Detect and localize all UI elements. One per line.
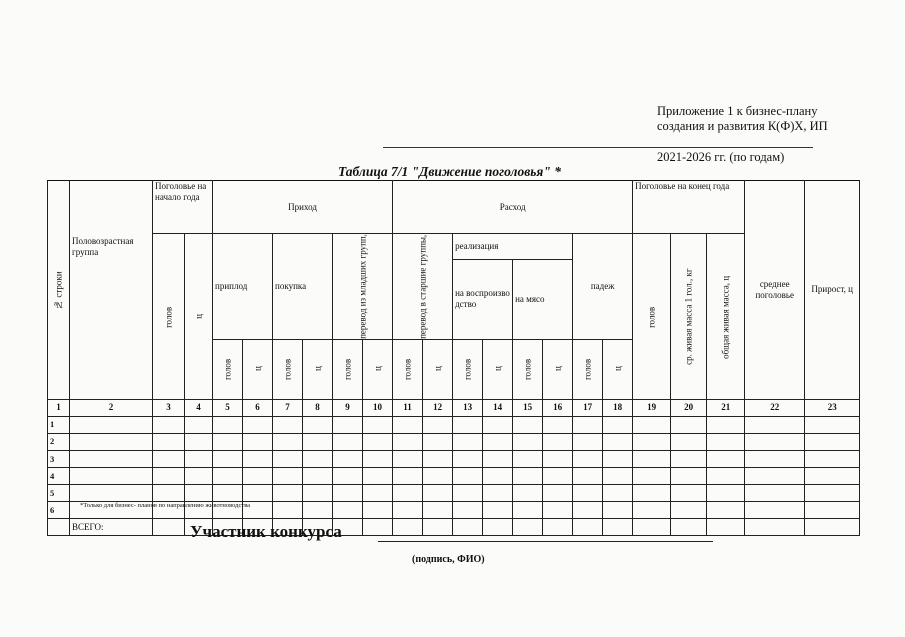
- column-number: 12: [423, 399, 453, 416]
- header-for-meat: на мясо: [513, 260, 573, 340]
- table-cell: [453, 485, 483, 502]
- table-cell: [70, 433, 153, 450]
- header-death-head: голов: [573, 339, 603, 399]
- table-cell: [671, 433, 707, 450]
- column-number: 8: [303, 399, 333, 416]
- header-death: падеж: [573, 234, 633, 340]
- header-purchase: покупка: [273, 234, 333, 340]
- table-cell: [363, 468, 393, 485]
- appendix-line-1: Приложение 1 к бизнес-плану: [657, 104, 818, 118]
- column-number: 18: [603, 399, 633, 416]
- table-cell: [243, 433, 273, 450]
- column-number: 20: [671, 399, 707, 416]
- row-number: 1: [48, 416, 70, 433]
- column-number: 19: [633, 399, 671, 416]
- header-average-weight: ср. живая масса 1 гол., кг: [671, 234, 707, 400]
- column-number: 13: [453, 399, 483, 416]
- table-row: [48, 451, 860, 468]
- appendix-note: [657, 104, 828, 134]
- table-cell: [633, 519, 671, 536]
- table-cell: [633, 485, 671, 502]
- table-cell: [513, 468, 543, 485]
- table-cell: [543, 416, 573, 433]
- table-cell: [805, 519, 860, 536]
- table-cell: [423, 502, 453, 519]
- header-death-centner: ц: [603, 339, 633, 399]
- header-reproduction-centner: ц: [483, 339, 513, 399]
- column-number: 16: [543, 399, 573, 416]
- table-cell: [707, 451, 745, 468]
- header-end-head-count: голов: [633, 234, 671, 400]
- period-label: 2021-2026 гг. (по годам): [657, 150, 785, 164]
- header-transfer-in-head: голов: [333, 339, 363, 399]
- table-cell: [273, 468, 303, 485]
- header-meat-centner: ц: [543, 339, 573, 399]
- header-offspring-centner: ц: [243, 339, 273, 399]
- table-cell: [707, 433, 745, 450]
- table-cell: [423, 451, 453, 468]
- table-cell: [185, 485, 213, 502]
- table-cell: [707, 485, 745, 502]
- header-reproduction-head: голов: [453, 339, 483, 399]
- column-number: 10: [363, 399, 393, 416]
- table-cell: [573, 468, 603, 485]
- table-cell: [513, 519, 543, 536]
- table-cell: [603, 451, 633, 468]
- row-number: 2: [48, 433, 70, 450]
- table-cell: [707, 468, 745, 485]
- table-cell: [423, 433, 453, 450]
- header-for-reproduction: на воспроизво дство: [453, 260, 513, 340]
- table-cell: [70, 416, 153, 433]
- column-number: 11: [393, 399, 423, 416]
- table-cell: [243, 468, 273, 485]
- table-cell: [363, 519, 393, 536]
- table-cell: [363, 451, 393, 468]
- table-cell: [363, 502, 393, 519]
- table-cell: [745, 416, 805, 433]
- table-cell: [671, 468, 707, 485]
- table-cell: [213, 468, 243, 485]
- header-transfer-from-younger: перевод из младших групп,: [333, 234, 393, 340]
- table-cell: [453, 433, 483, 450]
- table-cell: [213, 433, 243, 450]
- table-cell: [453, 519, 483, 536]
- header-income: Приход: [213, 181, 393, 234]
- appendix-underline: [383, 147, 813, 148]
- table-row: [48, 416, 860, 433]
- table-cell: [707, 502, 745, 519]
- column-number: 1: [48, 399, 70, 416]
- table-cell: [805, 468, 860, 485]
- table-row: [48, 433, 860, 450]
- signature-line: [378, 541, 713, 542]
- table-cell: [393, 502, 423, 519]
- header-start-head: Поголовье на начало года: [153, 181, 213, 234]
- table-cell: [70, 468, 153, 485]
- table-cell: [185, 451, 213, 468]
- table-cell: [213, 416, 243, 433]
- table-cell: [513, 485, 543, 502]
- table-cell: [805, 451, 860, 468]
- table-cell: [393, 519, 423, 536]
- table-cell: [363, 485, 393, 502]
- table-cell: [483, 433, 513, 450]
- table-cell: [243, 485, 273, 502]
- table-cell: [543, 519, 573, 536]
- header-offspring: приплод: [213, 234, 273, 340]
- table-cell: [273, 433, 303, 450]
- column-number: 6: [243, 399, 273, 416]
- table-cell: [603, 502, 633, 519]
- column-number: 15: [513, 399, 543, 416]
- row-number: 3: [48, 451, 70, 468]
- header-age-group: Половозрастная группа: [70, 181, 153, 400]
- table-cell: [453, 451, 483, 468]
- header-transfer-out-head: голов: [393, 339, 423, 399]
- table-cell: [303, 451, 333, 468]
- table-cell: [671, 485, 707, 502]
- total-row: [48, 519, 860, 536]
- header-transfer-in-centner: ц: [363, 339, 393, 399]
- table-cell: [185, 433, 213, 450]
- column-number: 21: [707, 399, 745, 416]
- table-cell: [243, 416, 273, 433]
- table-cell: [393, 416, 423, 433]
- table-cell: [573, 502, 603, 519]
- header-purchase-head: голов: [273, 339, 303, 399]
- table-cell: [153, 485, 185, 502]
- table-cell: [153, 416, 185, 433]
- table-cell: [483, 485, 513, 502]
- table-cell: [393, 451, 423, 468]
- header-offspring-head: голов: [213, 339, 243, 399]
- table-cell: [333, 502, 363, 519]
- header-sale: реализация: [453, 234, 573, 260]
- table-cell: [805, 485, 860, 502]
- table-cell: [303, 502, 333, 519]
- table-cell: [423, 519, 453, 536]
- footnote: *Только для бизнес- планов по направлению животноводства: [80, 502, 251, 509]
- table-cell: [543, 468, 573, 485]
- table-row: [48, 468, 860, 485]
- table-cell: [185, 416, 213, 433]
- table-cell: [543, 485, 573, 502]
- table-cell: [333, 451, 363, 468]
- header-growth: Прирост, ц: [805, 181, 860, 400]
- table-cell: [153, 468, 185, 485]
- table-cell: [423, 468, 453, 485]
- column-number: 2: [70, 399, 153, 416]
- column-number: 22: [745, 399, 805, 416]
- table-cell: [745, 519, 805, 536]
- table-cell: [273, 416, 303, 433]
- column-number: 7: [273, 399, 303, 416]
- table-cell: [573, 416, 603, 433]
- header-meat-head: голов: [513, 339, 543, 399]
- table-cell: [483, 416, 513, 433]
- row-number: 6: [48, 502, 70, 519]
- header-start-head-count: голов: [153, 234, 185, 400]
- table-cell: [483, 519, 513, 536]
- table-cell: [243, 451, 273, 468]
- table-cell: [543, 502, 573, 519]
- header-total-weight: общая живая масса, ц: [707, 234, 745, 400]
- table-cell: [153, 519, 185, 536]
- table-cell: [633, 502, 671, 519]
- table-cell: [671, 519, 707, 536]
- table-cell: [573, 433, 603, 450]
- table-cell: [603, 519, 633, 536]
- table-cell: [573, 519, 603, 536]
- column-number: 23: [805, 399, 860, 416]
- table-cell: [513, 502, 543, 519]
- column-number: 3: [153, 399, 185, 416]
- appendix-line-2: создания и развития К(Ф)Х, ИП: [657, 119, 828, 133]
- header-transfer-to-older: перевод в старшие группы,: [393, 234, 453, 340]
- table-cell: [185, 468, 213, 485]
- table-cell: [333, 468, 363, 485]
- table-cell: [273, 485, 303, 502]
- table-cell: [153, 451, 185, 468]
- table-cell: [573, 451, 603, 468]
- table-cell: [453, 468, 483, 485]
- table-cell: [333, 485, 363, 502]
- table-cell: [483, 468, 513, 485]
- table-cell: [671, 416, 707, 433]
- table-cell: [303, 416, 333, 433]
- table-cell: [805, 433, 860, 450]
- table-cell: [671, 502, 707, 519]
- table-cell: [745, 502, 805, 519]
- table-cell: [333, 433, 363, 450]
- table-cell: [633, 468, 671, 485]
- table-cell: [745, 433, 805, 450]
- table-cell: [273, 502, 303, 519]
- table-cell: [303, 468, 333, 485]
- table-cell: [483, 502, 513, 519]
- table-cell: [333, 416, 363, 433]
- table-cell: [393, 485, 423, 502]
- column-number: 17: [573, 399, 603, 416]
- table-cell: [513, 433, 543, 450]
- header-start-centner: ц: [185, 234, 213, 400]
- table-cell: [805, 502, 860, 519]
- table-cell: [573, 485, 603, 502]
- signature-caption: (подпись, ФИО): [412, 554, 485, 565]
- table-cell: [483, 451, 513, 468]
- table-cell: [363, 433, 393, 450]
- table-cell: [633, 416, 671, 433]
- column-number: 14: [483, 399, 513, 416]
- table-cell: [745, 451, 805, 468]
- column-number: 4: [185, 399, 213, 416]
- signature-label: Участник конкурса: [190, 522, 342, 541]
- table-cell: [48, 519, 70, 536]
- table-cell: [513, 416, 543, 433]
- total-label: ВСЕГО:: [70, 519, 153, 536]
- table-cell: [745, 485, 805, 502]
- table-cell: [273, 451, 303, 468]
- table-cell: [671, 451, 707, 468]
- table-cell: [213, 485, 243, 502]
- table-cell: [603, 433, 633, 450]
- table-cell: [423, 416, 453, 433]
- table-cell: [603, 416, 633, 433]
- table-cell: [633, 451, 671, 468]
- table-cell: [303, 433, 333, 450]
- table-cell: [153, 433, 185, 450]
- row-number: 4: [48, 468, 70, 485]
- table-cell: [603, 485, 633, 502]
- livestock-movement-table: [47, 180, 860, 536]
- table-cell: [423, 485, 453, 502]
- table-cell: [707, 519, 745, 536]
- header-transfer-out-centner: ц: [423, 339, 453, 399]
- table-cell: [453, 416, 483, 433]
- table-cell: [707, 416, 745, 433]
- header-expense: Расход: [393, 181, 633, 234]
- header-row-number: № строки: [48, 181, 70, 400]
- header-end-head: Поголовье на конец года: [633, 181, 745, 234]
- table-cell: [363, 416, 393, 433]
- row-number: 5: [48, 485, 70, 502]
- table-cell: [805, 416, 860, 433]
- table-cell: [70, 485, 153, 502]
- table-cell: [393, 433, 423, 450]
- table-cell: [453, 502, 483, 519]
- column-number-row: [48, 399, 860, 416]
- column-number: 5: [213, 399, 243, 416]
- header-purchase-centner: ц: [303, 339, 333, 399]
- table-cell: [745, 468, 805, 485]
- table-cell: [633, 433, 671, 450]
- table-cell: [393, 468, 423, 485]
- table-cell: [213, 451, 243, 468]
- table-cell: [513, 451, 543, 468]
- table-row: [48, 485, 860, 502]
- table-cell: [543, 433, 573, 450]
- table-title: Таблица 7/1 "Движение поголовья" *: [338, 164, 562, 179]
- table-cell: [70, 451, 153, 468]
- column-number: 9: [333, 399, 363, 416]
- table-cell: [303, 485, 333, 502]
- table-cell: [603, 468, 633, 485]
- table-cell: [543, 451, 573, 468]
- header-average-herd: среднее поголовье: [745, 181, 805, 400]
